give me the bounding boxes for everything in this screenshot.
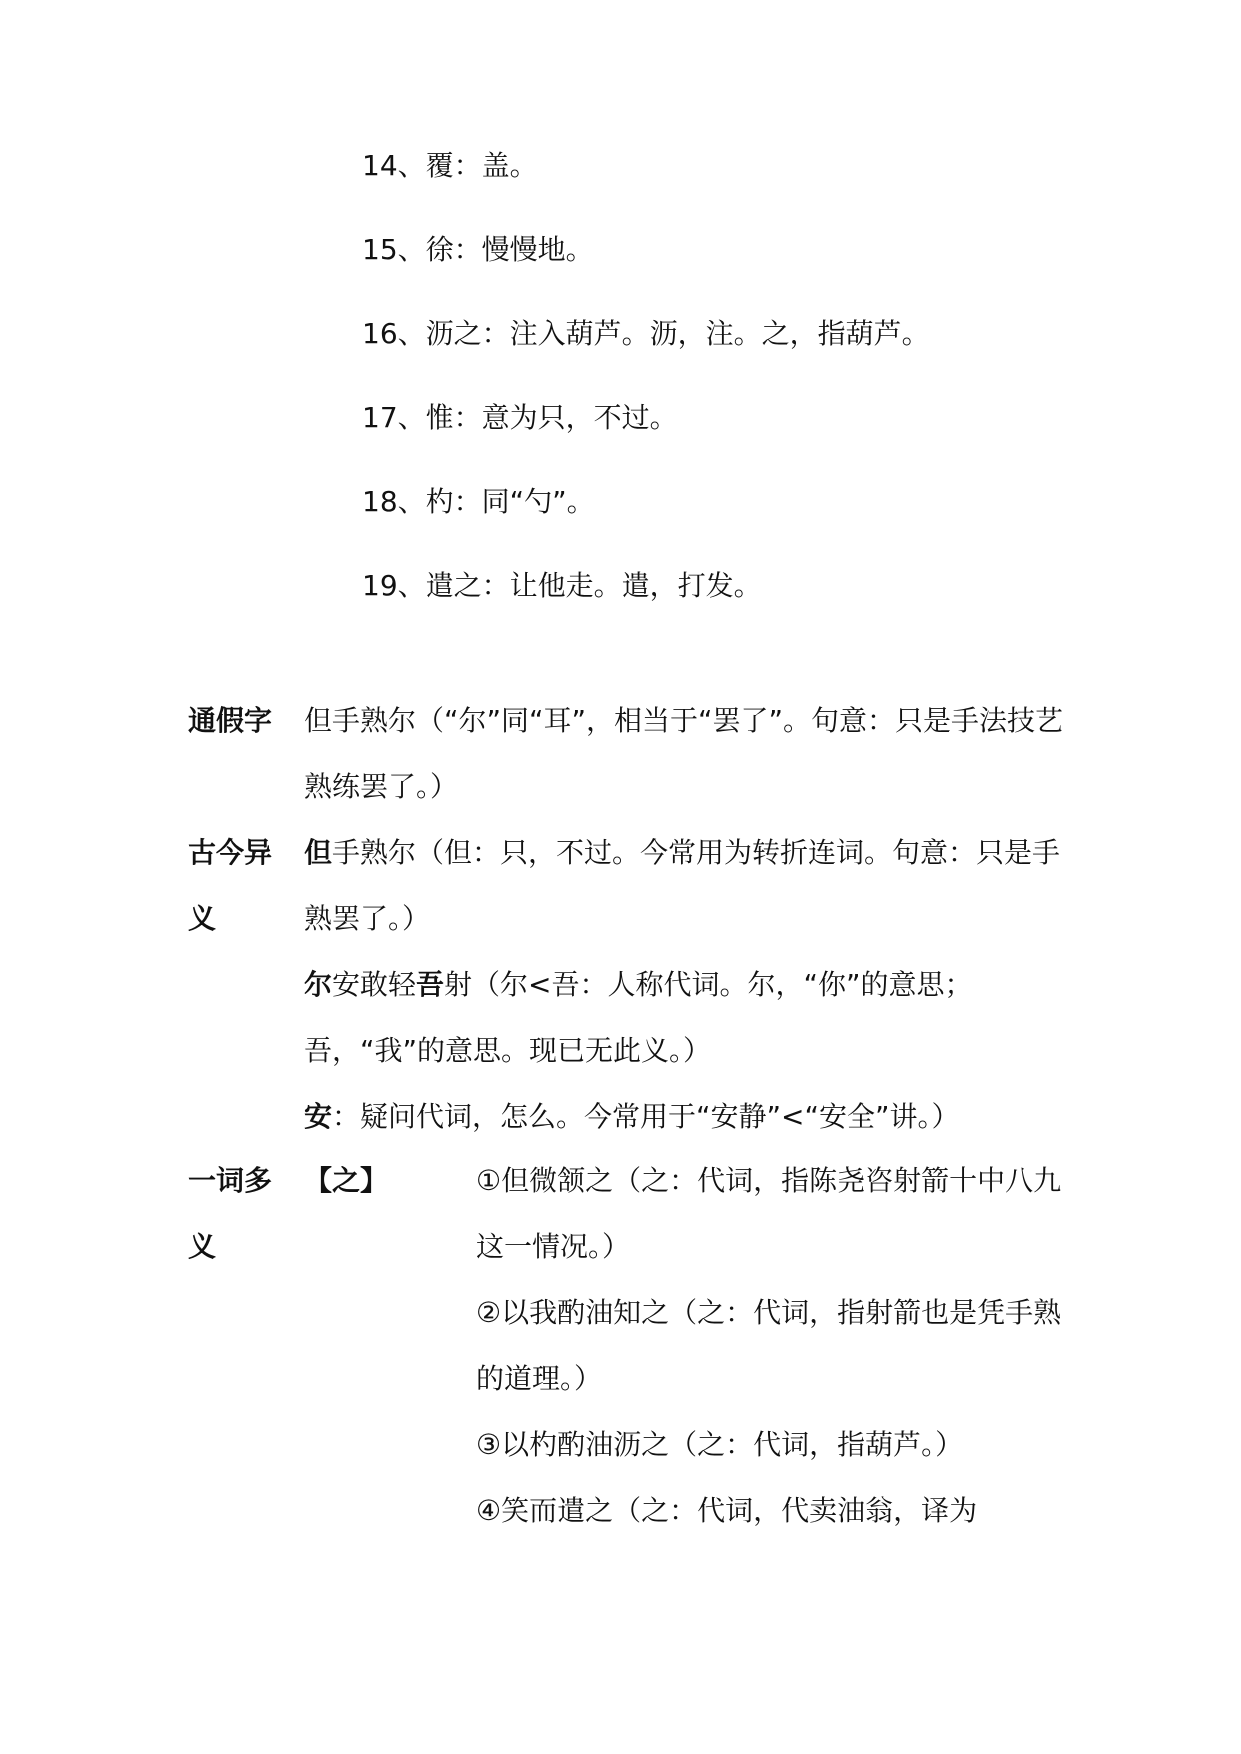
gloss-separator: 、	[397, 149, 426, 182]
gloss-separator: 、	[397, 233, 426, 266]
gloss-separator: 、	[397, 569, 426, 602]
item-text: 射（尔<吾：人称代词。尔，“你”的意思；吾，“我”的意思。现已无此义。）	[304, 968, 973, 1067]
keyword: 但	[304, 836, 333, 869]
gloss-number: 18	[362, 485, 398, 518]
gloss-separator: 、	[397, 401, 426, 434]
yici-item-4: ④笑而遣之（之：代词，代卖油翁，译为	[476, 1494, 978, 1527]
item-text: 手熟尔（但：只，不过。今常用为转折连词。句意：只是手熟罢了。）	[304, 836, 1061, 935]
gloss-text: 遣之：让他走。遣，打发。	[425, 569, 762, 602]
sub-items	[476, 1148, 1068, 1544]
gloss-14	[362, 146, 538, 186]
keyword: 尔	[304, 968, 333, 1001]
gloss-text: 徐：慢慢地。	[425, 233, 594, 266]
gujin-item-1	[304, 820, 1064, 952]
gloss-19	[362, 566, 762, 606]
sub-label: 【之】	[304, 1164, 389, 1197]
gloss-16	[362, 314, 930, 354]
yici-item-3: ③以杓酌油沥之（之：代词，指葫芦。）	[476, 1428, 964, 1461]
section-content	[304, 820, 1064, 1150]
gloss-separator: 、	[397, 485, 426, 518]
section-text: 但手熟尔（“尔”同“耳”，相当于“罢了”。句意：只是手法技艺熟练罢了。）	[304, 704, 1064, 803]
gloss-number: 17	[362, 401, 398, 434]
item-text: ：疑问代词，怎么。今常用于“安静”<“安全”讲。）	[332, 1100, 960, 1133]
yici-item-1: ①但微颔之（之：代词，指陈尧咨射箭十中八九这一情况。）	[476, 1164, 1062, 1263]
section-label: 通假字	[188, 704, 273, 737]
gujin-item-3	[304, 1084, 1064, 1150]
keyword: 安	[304, 1100, 333, 1133]
gloss-18	[362, 482, 595, 522]
yici-item-2: ②以我酌油知之（之：代词，指射箭也是凭手熟的道理。）	[476, 1296, 1062, 1395]
item-text: 安敢轻	[332, 968, 417, 1001]
gujin-item-2	[304, 952, 1064, 1084]
gloss-separator: 、	[397, 317, 426, 350]
gloss-text: 覆：盖。	[425, 149, 538, 182]
gloss-text: 沥之：注入葫芦。沥，注。之，指葫芦。	[425, 317, 930, 350]
gloss-text: 惟：意为只，不过。	[425, 401, 678, 434]
gloss-15	[362, 230, 594, 270]
keyword: 吾	[416, 968, 445, 1001]
gloss-number: 14	[362, 149, 398, 182]
gloss-number: 19	[362, 569, 398, 602]
gloss-text: 杓：同“勺”。	[425, 485, 595, 518]
gloss-number: 15	[362, 233, 398, 266]
gloss-number: 16	[362, 317, 398, 350]
section-label: 一词多义	[188, 1164, 273, 1263]
section-label: 古今异义	[188, 836, 273, 935]
gloss-17	[362, 398, 678, 438]
